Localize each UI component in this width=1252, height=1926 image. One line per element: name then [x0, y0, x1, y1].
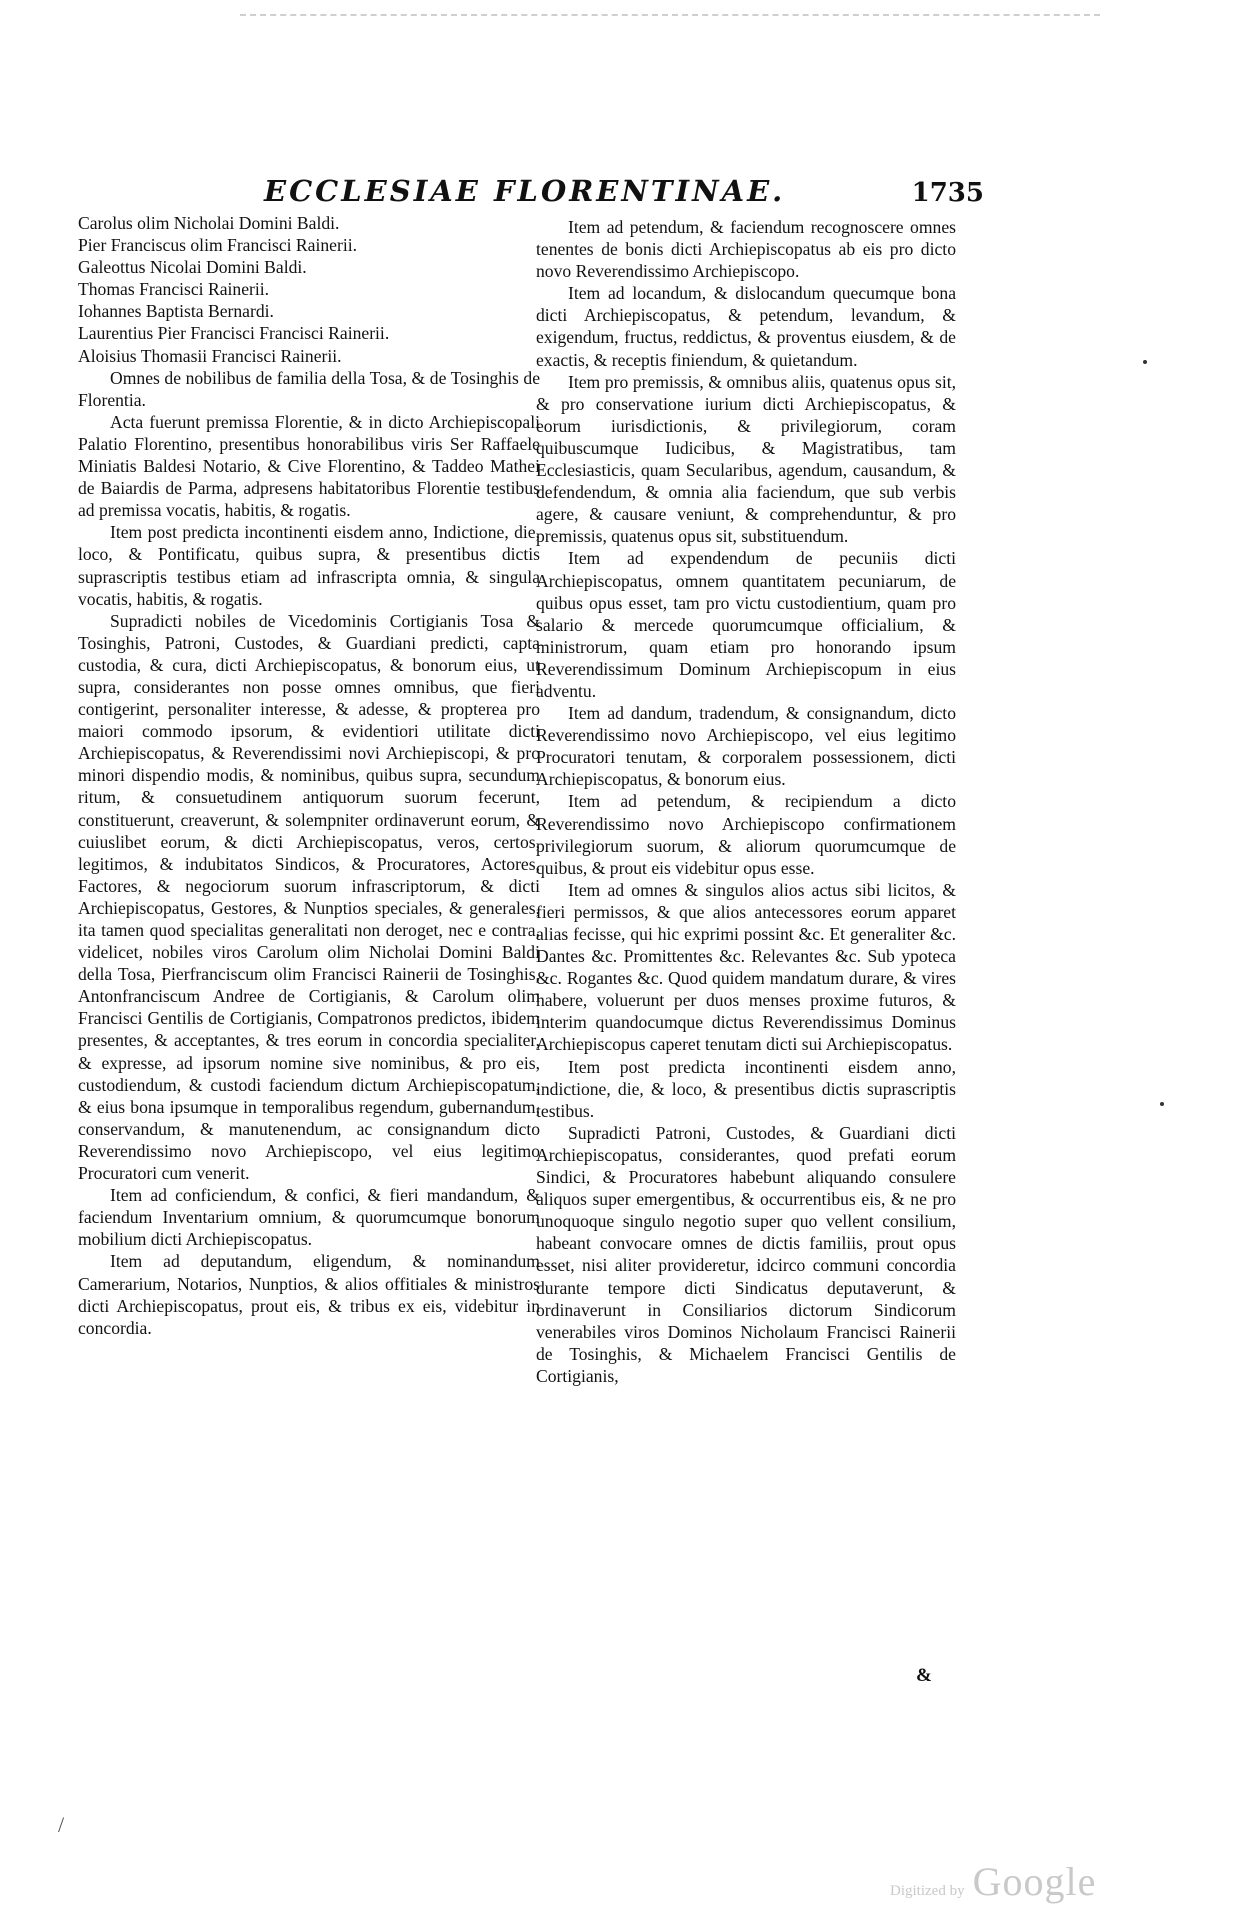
- name-line: Pier Franciscus olim Francisci Rainerii.: [78, 235, 358, 256]
- paragraph: Item ad dandum, tradendum, & consignandum, dicto Reverendissimo novo Archiepiscopo, vel eius legitimo Procuratori tenutam, & corporalem possessionem, dicti Archiepiscopatus, & bonorum eius.: [536, 703, 956, 790]
- paragraph: Supradicti nobiles de Vicedominis Cortigianis Tosa & Tosinghis, Patroni, Custodes, & Guardiani predicti, capta custodia, & cura, dicti Archiepiscopatus, & bonorum eius, ut supra, considerantes non posse omnes omnibus, que fieri contigerint, personaliter interesse, & adesse, & propterea pro maiori commodo ipsorum, & evidentiori utilitate dicti Archiepiscopatus, & Reverendissimi novi Archiepiscopi, & pro minori dispendio modis, & nominibus, quibus supra, secundum ritum, & consuetudinem antiquorum suorum fecerunt, constituerunt, creaverunt, & solempniter ordinaverunt eorum, & cuiuslibet eorum, & dicti Archiepiscopatus, veros, certos, legitimos, & indubitatos Sindicos, & Procuratores, Actores, Factores, & negociorum suorum infrascriptorum, & dicti Archiepiscopatus, Gestores, & Nunptios speciales, & generales, ita tamen quod specialitas generalitati non deroget, nec e contra, videlicet, nobiles viros Carolum olim Nicholai Domini Baldi della Tosa, Pierfranciscum olim Francisci Rainerii de Tosinghis, Antonfranciscum Andree de Cortigianis, & Carolum olim Francisci Gentilis de Cortigianis, Compatronos predictos, ibidem presentes, & acceptantes, & tres eorum in concordia specialiter, & expresse, ad ipsorum nomine sive nominibus, & pro eis, custodiendum, & custodi faciendum dictum Archiepiscopatum, & eius bona ipsumque in temporalibus regendum, gubernandum, conservandum, & manutenendum, ac consignandum dicto Reverendissimo novo Archiepiscopo, vel eius legitimo Procuratori cum venerit.: [78, 610, 540, 1184]
- google-logo: Google: [972, 1859, 1097, 1904]
- name-line: Iohannes Baptista Bernardi.: [78, 301, 274, 322]
- paragraph: Item ad deputandum, eligendum, & nominandum Camerarium, Notarios, Nunptios, & alios offitiales & ministros dicti Archiepiscopatus, prout eis, & tribus ex eis, videbitur in concordia.: [78, 1251, 540, 1338]
- speck-dot: [1143, 360, 1147, 364]
- watermark-prefix: Digitized by: [890, 1883, 965, 1899]
- paragraph: Item ad omnes & singulos alios actus sibi licitos, & fieri permissos, & que alios antecessores eorum apparet alias fecisse, qui hic exprimi possint &c. Et generaliter &c. Dantes &c. Promittentes &c. Relevantes &c. Sub ypoteca &c. Rogantes &c. Quod quidem mandatum durare, & vires habere, voluerunt per duos menses proxime futuros, & interim quandocumque dictus Reverendissimus Dominus Archiepiscopus caperet tenutam dicti sui Archiepiscopatus.: [536, 879, 956, 1055]
- left-column: [78, 212, 540, 1339]
- speck-dot: [1160, 1102, 1164, 1106]
- paragraph: Item ad locandum, & dislocandum quecumque bona dicti Archiepiscopatus, & petendum, levandum, & exigendum, fructus, reddictus, & proventus eiusdem, & de exactis, & receptis finiendum, & quietandum.: [536, 283, 956, 370]
- paragraph: Omnes de nobilibus de familia della Tosa, & de Tosinghis de Florentia.: [78, 367, 540, 410]
- top-edge-rule: [240, 14, 1100, 18]
- paragraph: Item post predicta incontinenti eisdem anno, indictione, die, & loco, & presentibus dictis suprascriptis testibus.: [536, 1056, 956, 1121]
- name-line: Galeottus Nicolai Domini Baldi.: [78, 257, 307, 278]
- paragraph: Item ad petendum, & recipiendum a dicto Reverendissimo novo Archiepiscopo confirmationem privilegiorum suorum, & aliorum quorumcumque de quibus, & prout eis videbitur opus esse.: [536, 791, 956, 878]
- name-line: Laurentius Pier Francisci Francisci Rainerii.: [78, 323, 390, 344]
- page-header: [264, 174, 984, 214]
- name-line: Aloisius Thomasii Francisci Rainerii.: [78, 345, 342, 366]
- name-line: Carolus olim Nicholai Domini Baldi.: [78, 213, 340, 233]
- paragraph: Item pro premissis, & omnibus aliis, quatenus opus sit, & pro conservatione iurium dicti Archiepiscopatus, & eorum iurisdictionis, & privilegiorum, coram quibuscumque Iudicibus, & Magistratibus, tam Ecclesiasticis, quam Secularibus, agendum, causandum, & defendendum, & omnia alia faciendum, que sub verbis agere, & causare veniunt, & comprehenduntur, & pro premissis, quatenus opus sit, substituendum.: [536, 371, 956, 547]
- paragraph: Acta fuerunt premissa Florentie, & in dicto Archiepiscopali Palatio Florentino, presentibus honorabilibus viris Ser Raffaele Miniatis Baldesi Notario, & Cive Florentino, & Taddeo Mathei de Baiardis de Parma, adpresens habitatoribus Florentie testibus ad premissa vocatis, habitis, & rogatis.: [78, 411, 540, 521]
- name-line: Thomas Francisci Rainerii.: [78, 279, 270, 300]
- catchword: &: [916, 1665, 932, 1686]
- paragraph: Item ad petendum, & faciendum recognoscere omnes tenentes de bonis dicti Archiepiscopatus ab eis pro dicto novo Reverendissimo Archiepiscopo.: [536, 217, 956, 282]
- paragraph: Item post predicta incontinenti eisdem anno, Indictione, die, loco, & Pontificatu, quibus supra, & presentibus dictis suprascriptis testibus etiam ad infrascripta omnia, & singula vocatis, habitis, & rogatis.: [78, 522, 540, 609]
- right-column: [536, 216, 956, 1387]
- paragraph: Supradicti Patroni, Custodes, & Guardiani dicti Archiepiscopatus, considerantes, quod prefati eorum Sindici, & Procuratores habebunt aliquando consulere aliquos super emergentibus, & occurrentibus eis, & ne pro unoquoque singulo negotio super quo vellent consilium, habeant convocare omnes de dictis familiis, prout opus esset, nisi aliter provideretur, idcirco communi concordia durante tempore dicti Sindicatus deputaverunt, & ordinaverunt in Consiliarios dictorum Sindicorum venerabiles viros Dominos Nicholaum Francisci Rainerii de Tosinghis, & Michaelem Francisci Gentilis de Cortigianis,: [536, 1122, 956, 1386]
- paragraph: Item ad conficiendum, & confici, & fieri mandandum, & faciendum Inventarium omnium, & quorumcumque bonorum mobilium dicti Archiepiscopatus.: [78, 1185, 540, 1250]
- margin-mark: /: [58, 1812, 65, 1837]
- paragraph: Item ad expendendum de pecuniis dicti Archiepiscopatus, omnem quantitatem pecuniarum, de quibus opus esset, tam pro victu custodientium, quam pro salario & mercede quorumcumque officialium, & ministrorum, quam etiam pro honorando ipsum Reverendissimum Dominum Archiepiscopum in eius adventu.: [536, 548, 956, 701]
- page-number: 1735: [911, 178, 984, 208]
- running-title: ECCLESIAE FLORENTINAE.: [264, 174, 786, 208]
- digitized-watermark: [890, 1858, 1096, 1905]
